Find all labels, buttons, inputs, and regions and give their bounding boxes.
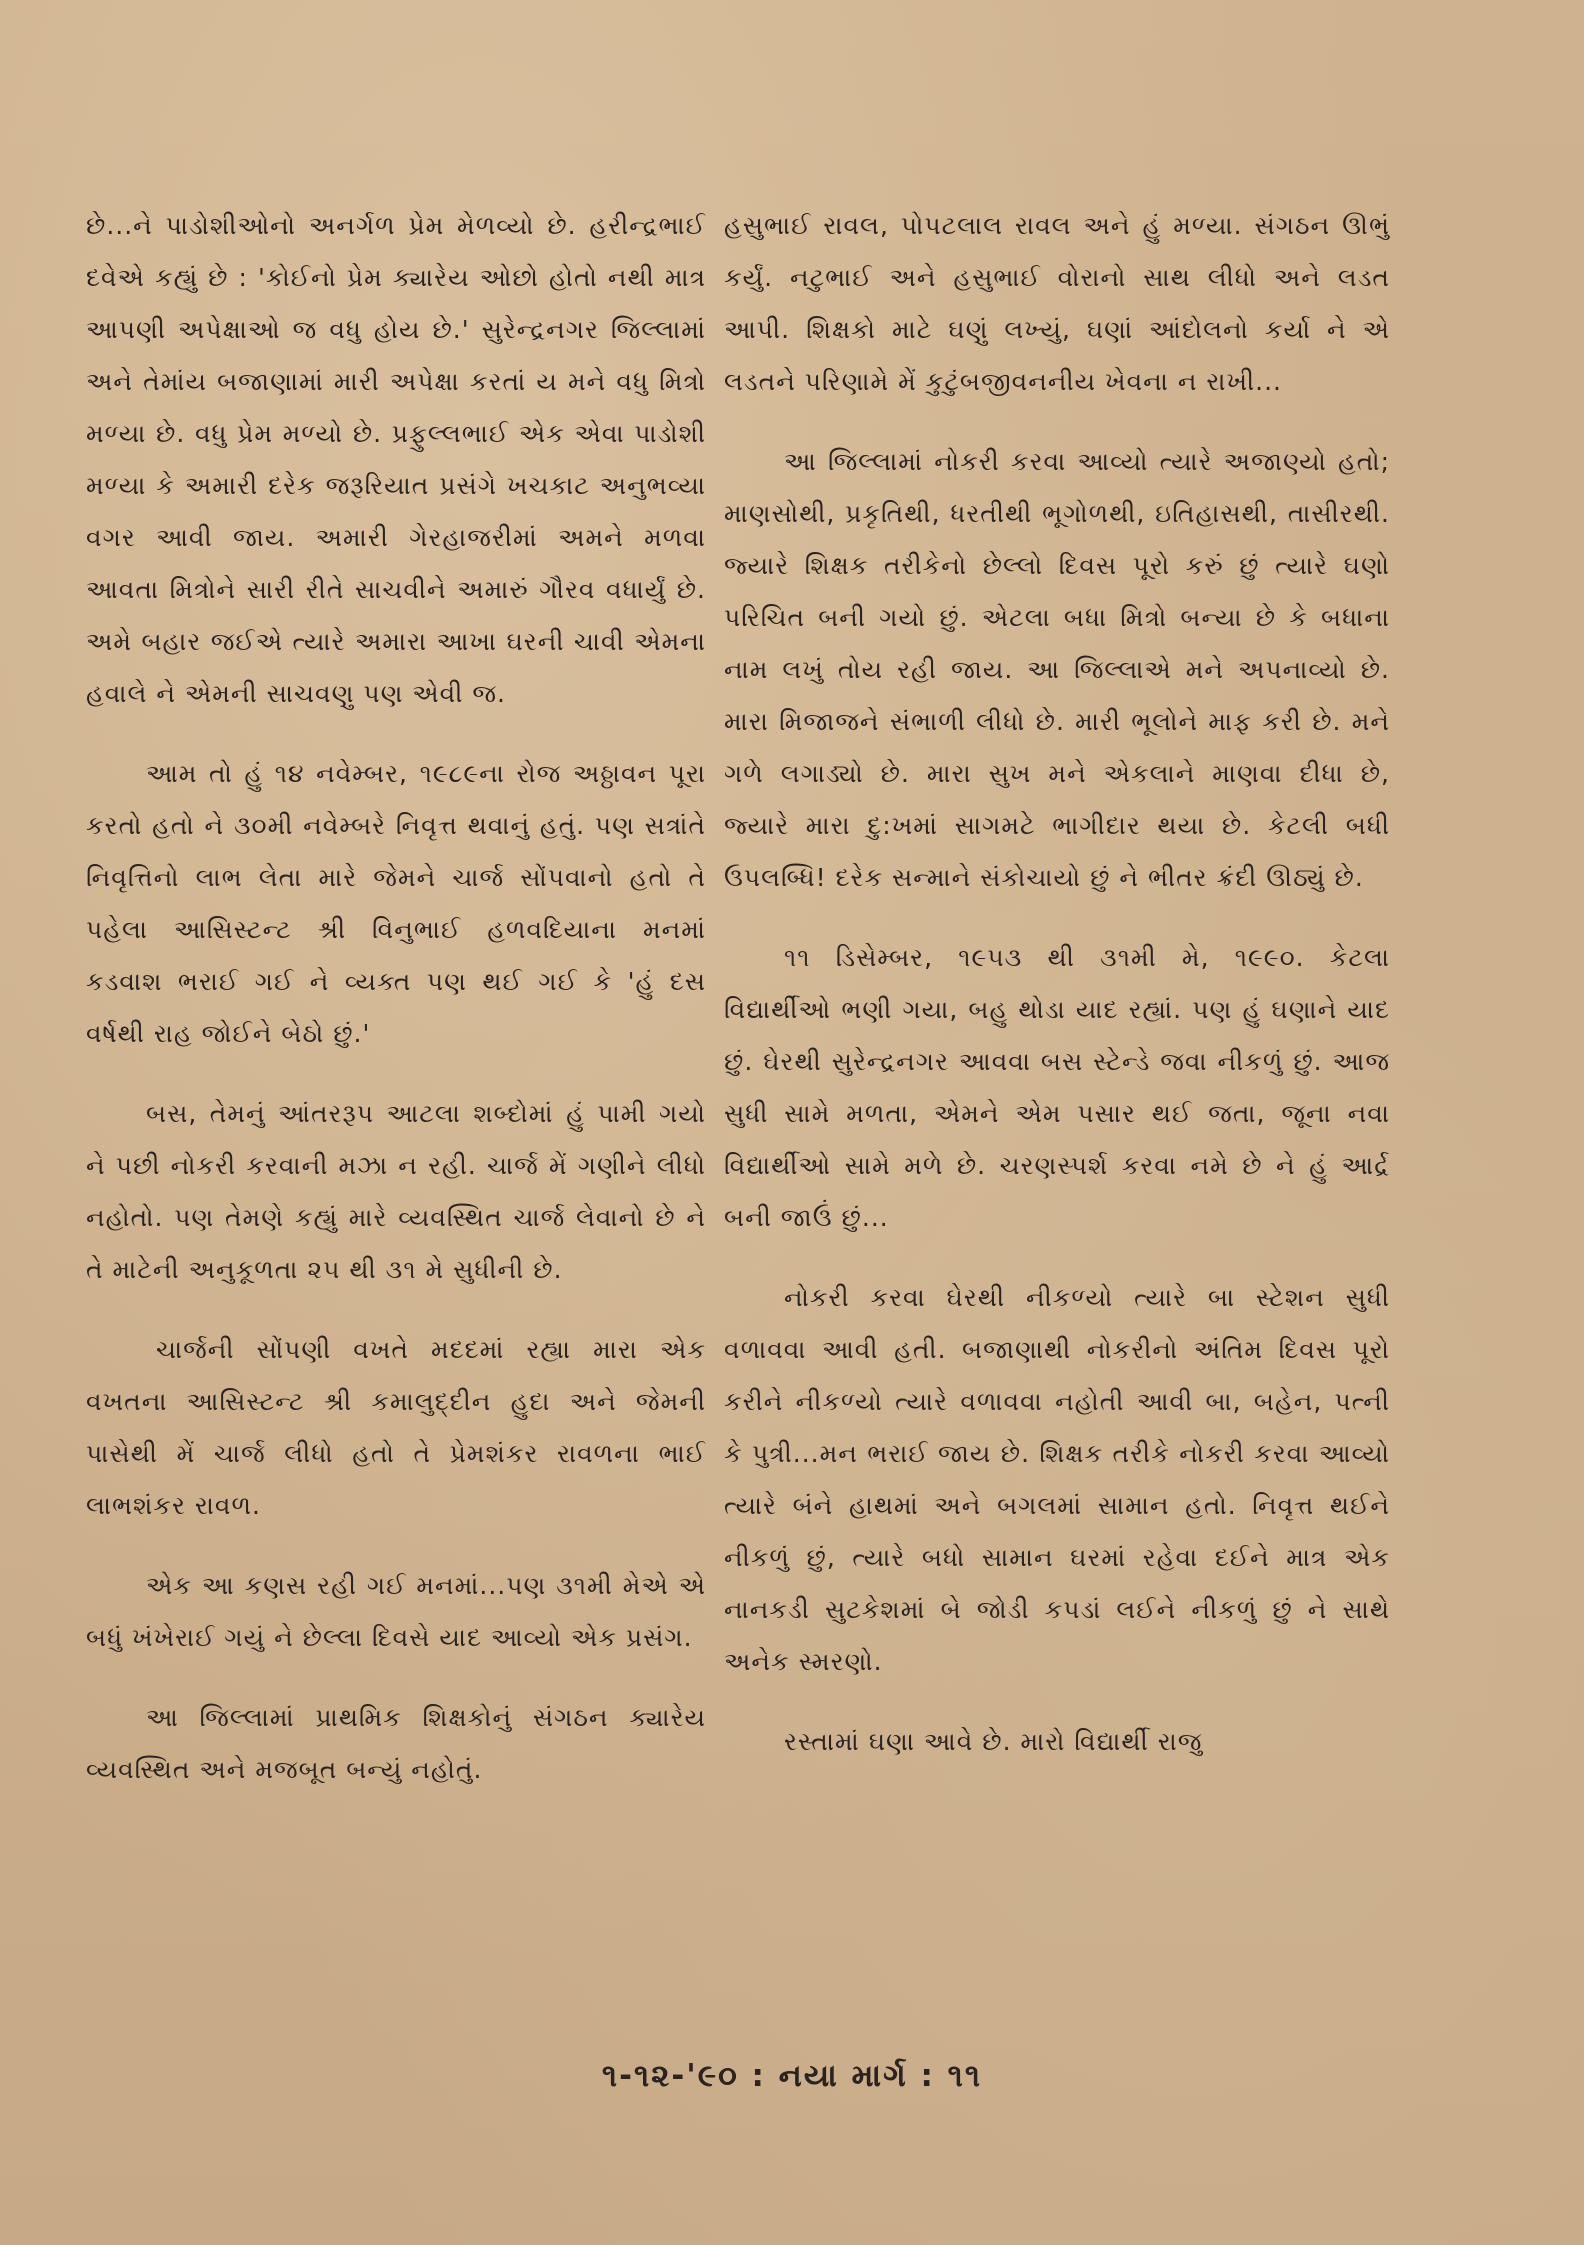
right-column [724, 200, 1390, 1796]
paragraph: ચાર્જની સોંપણી વખતે મદદમાં રહ્યા મારા એક વખતના આસિસ્ટન્ટ શ્રી કમાલુદ્દીન હુદા અને જેમની પાસેથી મેં ચાર્જ લીધો હતો તે પ્રેમશંકર રાવળના ભાઈ લાભશંકર રાવળ. [86, 1335, 706, 1520]
page-footer: ૧-૧૨-'૯૦ : નયા માર્ગ : ૧૧ [601, 2058, 983, 2094]
left-column [86, 200, 706, 1824]
paragraph: આ જિલ્લામાં પ્રાથમિક શિક્ષકોનું સંગઠન ક્યારેય વ્યવસ્થિત અને મજબૂત બન્યું નહોતું. [86, 1703, 706, 1784]
paragraph: રસ્તામાં ઘણા આવે છે. મારો વિદ્યાર્થી રાજુ [784, 1727, 1203, 1756]
paragraph: એક આ કણસ રહી ગઈ મનમાં...પણ ૩૧મી મેએ એ બધું ખંખેરાઈ ગયું ને છેલ્લા દિવસે યાદ આવ્યો એક પ્રસંગ. [86, 1571, 706, 1652]
paragraph: આ જિલ્લામાં નોકરી કરવા આવ્યો ત્યારે અજાણ્યો હતો; માણસોથી, પ્રકૃતિથી, ધરતીથી ભૂગોળથી, ઇતિહાસથી, તાસીરથી. જ્યારે શિક્ષક તરીકેનો છેલ્લો દિવસ પૂરો કરું છું ત્યારે ઘણો પરિચિત બની ગયો છું. એટલા બધા મિત્રો બન્યા છે કે બધાના નામ લખું તોય રહી જાય. આ જિલ્લાએ મને અપનાવ્યો છે. મારા મિજાજને સંભાળી લીધો છે. મારી ભૂલોને માફ કરી છે. મને ગળે લગાડ્યો છે. મારા સુખ મને એકલાને માણવા દીધા છે, જ્યારે મારા દુ:ખમાં સાગમટે ભાગીદાર થયા છે. કેટલી બધી ઉપલબ્ધિ! દરેક સન્માને સંકોચાયો છું ને ભીતર ક્રંદી ઊઠ્યું છે. [724, 447, 1390, 892]
paragraph: આમ તો હું ૧૪ નવેમ્બર, ૧૯૮૯ના રોજ અઠ્ઠાવન પૂરા કરતો હતો ને ૩૦મી નવેમ્બરે નિવૃત્ત થવાનું હતું. પણ સત્રાંતે નિવૃત્તિનો લાભ લેતા મારે જેમને ચાર્જ સોંપવાનો હતો તે પહેલા આસિસ્ટન્ટ શ્રી વિનુભાઈ હળવદિયાના મનમાં કડવાશ ભરાઈ ગઈ ને વ્યક્ત પણ થઈ ગઈ કે 'હું દસ વર્ષથી રાહ જોઈને બેઠો છું.' [86, 759, 706, 1048]
paragraph: બસ, તેમનું આંતરરૂપ આટલા શબ્દોમાં હું પામી ગયો ને પછી નોકરી કરવાની મઝા ન રહી. ચાર્જ મેં ગણીને લીધો નહોતો. પણ તેમણે કહ્યું મારે વ્યવસ્થિત ચાર્જ લેવાનો છે ને તે માટેની અનુકૂળતા ૨૫ થી ૩૧ મે સુધીની છે. [86, 1099, 706, 1284]
paragraph: હસુભાઈ રાવલ, પોપટલાલ રાવલ અને હું મળ્યા. સંગઠન ઊભું કર્યું. નટુભાઈ અને હસુભાઈ વોરાનો સાથ લીધો અને લડત આપી. શિક્ષકો માટે ઘણું લખ્યું, ઘણાં આંદોલનો કર્યા ને એ લડતને પરિણામે મેં કુટુંબજીવનનીય ખેવના ન રાખી... [724, 211, 1390, 396]
paragraph: છે...ને પાડોશીઓનો અનર્ગળ પ્રેમ મેળવ્યો છે. હરીન્દ્રભાઈ દવેએ કહ્યું છે : 'કોઈનો પ્રેમ ક્યારેય ઓછો હોતો નથી માત્ર આપણી અપેક્ષાઓ જ વધુ હોય છે.' સુરેન્દ્રનગર જિલ્લામાં અને તેમાંય બજાણામાં મારી અપેક્ષા કરતાં ય મને વધુ મિત્રો મળ્યા છે. વધુ પ્રેમ મળ્યો છે. પ્રફુલ્લભાઈ એક એવા પાડોશી મળ્યા કે અમારી દરેક જરૂરિયાત પ્રસંગે ખચકાટ અનુભવ્યા વગર આવી જાય. અમારી ગેરહાજરીમાં અમને મળવા આવતા મિત્રોને સારી રીતે સાચવીને અમારું ગૌરવ વધાર્યું છે. અમે બહાર જઈએ ત્યારે અમારા આખા ઘરની ચાવી એમના હવાલે ને એમની સાચવણુ પણ એવી જ. [86, 211, 706, 708]
paragraph: ૧૧ ડિસેમ્બર, ૧૯૫૩ થી ૩૧મી મે, ૧૯૯૦. કેટલા વિદ્યાર્થીઓ ભણી ગયા, બહુ થોડા યાદ રહ્યાં. પણ હું ઘણાને યાદ છું. ઘેરથી સુરેન્દ્રનગર આવવા બસ સ્ટેન્ડે જવા નીકળું છું. આજ સુધી સામે મળતા, એમને એમ પસાર થઈ જતા, જૂના નવા વિદ્યાર્થીઓ સામે મળે છે. ચરણસ્પર્શ કરવા નમે છે ને હું આર્દ્ર બની જાઉં છું... [724, 943, 1390, 1232]
paragraph: નોકરી કરવા ઘેરથી નીકળ્યો ત્યારે બા સ્ટેશન સુધી વળાવવા આવી હતી. બજાણાથી નોકરીનો અંતિમ દિવસ પૂરો કરીને નીકળ્યો ત્યારે વળાવવા નહોતી આવી બા, બહેન, પત્ની કે પુત્રી...મન ભરાઈ જાય છે. શિક્ષક તરીકે નોકરી કરવા આવ્યો ત્યારે બંને હાથમાં અને બગલમાં સામાન હતો. નિવૃત્ત થઈને નીકળું છું, ત્યારે બધો સામાન ઘરમાં રહેવા દઈને માત્ર એક નાનકડી સુટકેશમાં બે જોડી કપડાં લઈને નીકળું છું ને સાથે અનેક સ્મરણો. [724, 1283, 1390, 1676]
